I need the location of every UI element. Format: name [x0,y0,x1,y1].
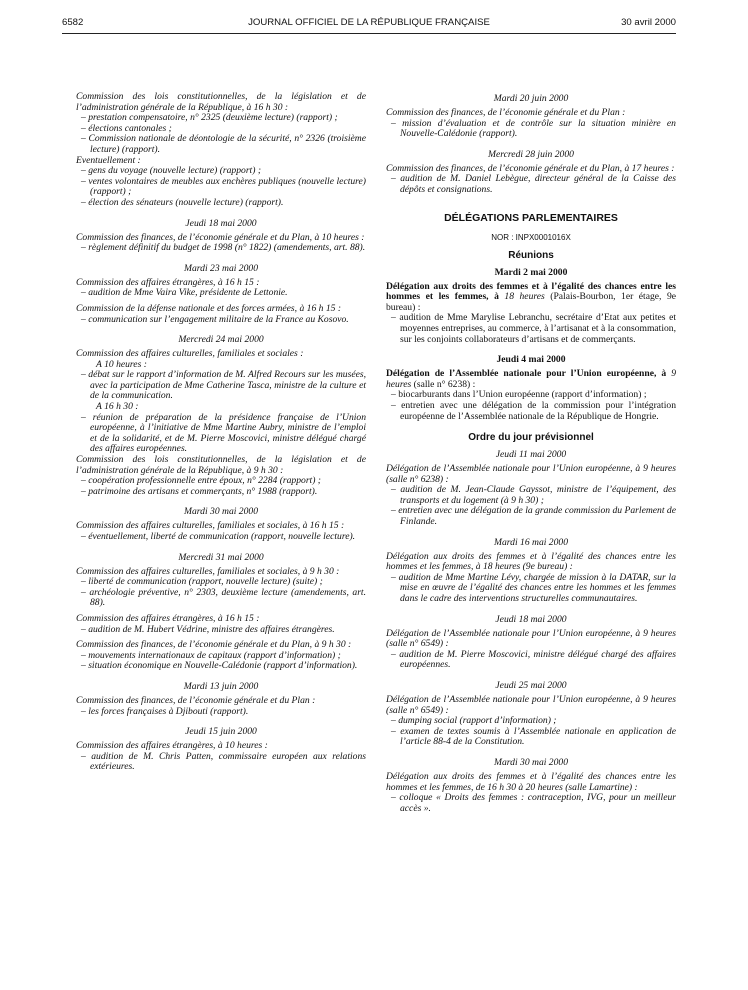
agenda-item: – prestation compensatoire, n° 2325 (deuxième lecture) (rapport) ; [76,113,366,124]
delegation-name: Délégation de l’Assemblée nationale pour l’Union européenne, à 9 heures (salle n° 6238) : [386,463,676,485]
agenda-item: – examen de textes soumis à l’Assemblée nationale en application de l’article 88-4 de la Constitution. [386,727,676,748]
agenda-item: – audition de M. Chris Patten, commissaire européen aux relations extérieures. [76,752,366,773]
committee-name: Commission des affaires culturelles, familiales et sociales, à 9 h 30 : [76,565,340,577]
agenda-item: – audition de M. Hubert Védrine, ministre des affaires étrangères. [76,625,366,636]
meeting-date: Jeudi 25 mai 2000 [495,680,567,691]
agenda-item: – audition de Mme Marylise Lebranchu, secrétaire d’Etat aux petites et moyennes entreprises, au commerce, à l’artisanat et à la consommation, sur les conjoints collaborateurs d’artisans et de commerçants. [386,313,676,345]
agenda-item: – liberté de communication (rapport, nouvelle lecture) (suite) ; [76,577,366,588]
agenda-item: – élection des sénateurs (nouvelle lecture) (rapport). [76,198,366,209]
delegation-name: Délégation de l’Assemblée nationale pour l’Union européenne, à 9 heures (salle n° 6549) : [386,627,676,650]
agenda-item: – patrimoine des artisans et commerçants, n° 1988 (rapport). [76,487,366,498]
agenda-item: – les forces françaises à Djibouti (rapport). [76,707,366,718]
meeting-date: Mardi 13 juin 2000 [183,680,259,692]
agenda-item: – règlement définitif du budget de 1998 (n° 1822) (amendements, art. 88). [76,243,366,254]
agenda-item: – archéologie préventive, n° 2303, deuxième lecture (amendements, art. 88). [76,588,366,609]
agenda-item: – mission d’évaluation et de contrôle sur la situation minière en Nouvelle-Calédonie (rapport). [386,119,676,140]
nor-reference: NOR : INPX0001016X [491,232,571,242]
committee-name: Commission des finances, de l’économie générale et du Plan, à 17 heures : [386,162,675,174]
committee-name: Commission des affaires étrangères, à 16 h 15 : [76,612,260,624]
agenda-item: – biocarburants dans l’Union européenne (rapport d’information) ; [386,390,676,401]
agenda-item: – entretien avec une délégation de la grande commission du Parlement de Finlande. [386,506,676,527]
agenda-item: – débat sur le rapport d’information de M. Alfred Recours sur les musées, avec la participation de Mme Catherine Tasca, ministre de la culture et de la communication. [76,370,366,402]
committee-name: Commission de la défense nationale et des forces armées, à 16 h 15 : [76,302,342,314]
committee-name: Commission des affaires culturelles, familiales et sociales, à 16 h 15 : [76,520,345,532]
agenda-item: – audition de M. Daniel Lebègue, directeur général de la Caisse des dépôts et consignations. [386,174,676,195]
agenda-item: – dumping social (rapport d’information) ; [386,716,676,727]
agenda-item: – mouvements internationaux de capitaux (rapport d’information) ; [76,651,366,662]
committee-name: Commission des finances, de l’économie générale et du Plan : [76,694,316,706]
meeting-date: Mardi 23 mai 2000 [184,262,258,274]
meeting-date: Mardi 2 mai 2000 [494,266,568,278]
delegation-name: Délégation aux droits des femmes et à l’égalité des chances entre les hommes et les femmes, de 16 h 30 à 20 heures (salle Lamartine) : [386,770,676,793]
committee-name: Commission des finances, de l’économie générale et du Plan, à 9 h 30 : [76,639,352,651]
agenda-item: – réunion de préparation de la présidence française de l’Union européenne, à l’initiative de Mme Martine Aubry, ministre de l’emploi et de la solidarité, et de M. Pierre Moscovici, ministre délégué chargé des affaires européennes. [76,413,366,455]
delegation-name: Délégation de l’Assemblée nationale pour l’Union européenne, à 9 heures (salle n° 6549) : [386,694,676,716]
meeting-date: Jeudi 4 mai 2000 [496,354,566,366]
meeting-date: Mardi 30 mai 2000 [184,506,258,518]
agenda-item: – entretien avec une délégation de la commission pour l’intégration européenne de l’Assemblée nationale de la République de Hongrie. [386,401,676,422]
agenda-item: – colloque « Droits des femmes : contraception, IVG, pour un meilleur accès ». [386,793,676,814]
meeting-date: Mercredi 24 mai 2000 [178,334,264,346]
committee-name: Commission des affaires étrangères, à 16 h 15 : [76,276,260,288]
committee-name: Commission des affaires étrangères, à 10 heures : [76,740,268,752]
journal-title: JOURNAL OFFICIEL DE LA RÉPUBLIQUE FRANÇAISE [248,17,490,28]
delegation-name: Délégation aux droits des femmes et à l’égalité des chances entre les hommes et les femmes, à 18 heures (Palais-Bourbon, 1er étage, 9e bureau) : [386,280,677,313]
meeting-date: Mardi 16 mai 2000 [494,536,568,548]
agenda-item: – communication sur l’engagement militaire de la France au Kosovo. [76,315,366,326]
time-label: A 10 heures : [96,358,147,370]
committee-name: Commission des affaires culturelles, familiales et sociales : [76,348,304,360]
committee-name: Commission des finances, de l’économie générale et du Plan : [386,107,626,118]
page-header [62,17,676,31]
eventual-label: Eventuellement : [76,154,141,166]
subsection-heading: Réunions [508,249,554,261]
agenda-item: – élections cantonales ; [76,124,366,135]
page-number: 6582 [62,17,84,28]
header-rule [62,33,676,34]
delegation-name: Délégation de l’Assemblée nationale pour l’Union européenne, à 9 heures (salle n° 6238) : [386,368,676,390]
meeting-date: Mardi 20 juin 2000 [493,93,569,104]
right-column [386,93,676,814]
agenda-item: – Commission nationale de déontologie de la sécurité, n° 2326 (troisième lecture) (rapport). [76,134,366,155]
section-heading: DÉLÉGATIONS PARLEMENTAIRES [444,211,618,224]
meeting-date: Mardi 30 mai 2000 [494,756,568,768]
committee-name: Commission des lois constitutionnelles, de la législation et de l’administration générale de la République, à 9 h 30 : [76,454,366,476]
agenda-item: – éventuellement, liberté de communication (rapport, nouvelle lecture). [76,532,366,543]
agenda-item: – audition de Mme Vaira Vike, présidente de Lettonie. [76,288,366,299]
agenda-item: – audition de Mme Martine Lévy, chargée de mission à la DATAR, sur la mise en œuvre de l’égalité des chances entre les hommes et les femmes dans le cadre des interventions structurelles communautaires. [386,573,676,605]
delegation-name: Délégation aux droits des femmes et à l’égalité des chances entre les hommes et les femmes, à 18 heures (9e bureau) : [386,550,676,573]
agenda-item: – coopération professionnelle entre époux, n° 2284 (rapport) ; [76,476,366,487]
meeting-date: Mercredi 31 mai 2000 [178,551,264,563]
committee-name: Commission des finances, de l’économie générale et du Plan, à 10 heures : [76,231,365,243]
meeting-date: Jeudi 15 juin 2000 [185,726,257,738]
agenda-item: – gens du voyage (nouvelle lecture) (rapport) ; [76,166,366,177]
issue-date: 30 avril 2000 [621,17,676,28]
committee-name: Commission des lois constitutionnelles, de la législation et de l’administration générale de la République, à 16 h 30 : [76,91,366,113]
meeting-date: Jeudi 18 mai 2000 [495,613,567,625]
meeting-date: Jeudi 11 mai 2000 [495,449,567,461]
agenda-item: – situation économique en Nouvelle-Calédonie (rapport d’information). [76,661,366,672]
subsection-heading: Ordre du jour prévisionnel [468,432,594,444]
time-label: A 16 h 30 : [96,401,139,413]
agenda-item: – ventes volontaires de meubles aux enchères publiques (nouvelle lecture) (rapport) ; [76,177,366,198]
meeting-date: Mercredi 28 juin 2000 [488,148,574,160]
left-column [76,92,366,773]
meeting-date: Jeudi 18 mai 2000 [185,217,257,229]
agenda-item: – audition de M. Jean-Claude Gayssot, ministre de l’équipement, des transports et du logement (à 9 h 30) ; [386,485,676,506]
agenda-item: – audition de M. Pierre Moscovici, ministre délégué chargé des affaires européennes. [386,650,676,671]
